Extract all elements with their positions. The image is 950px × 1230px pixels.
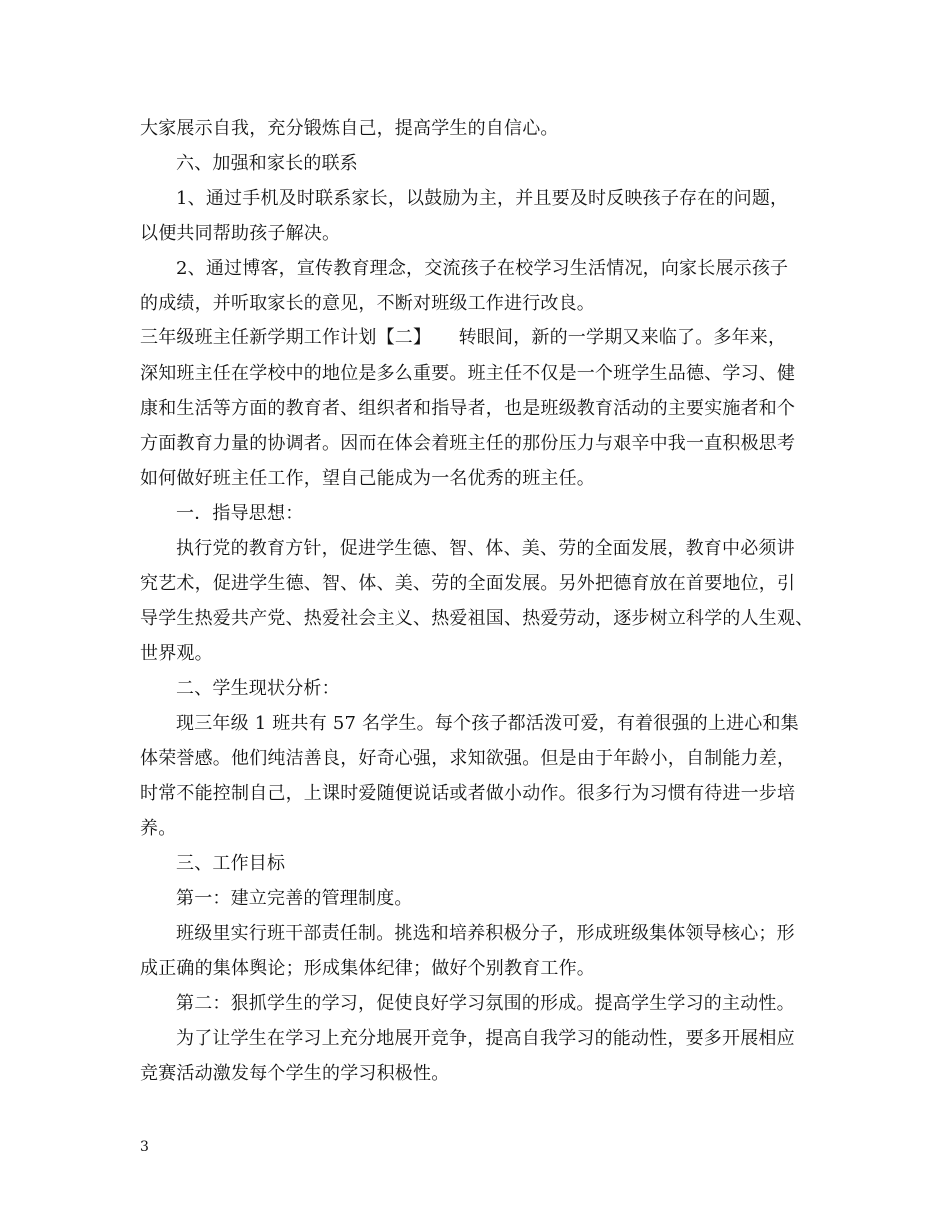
section-heading: 三、工作目标 [176,853,286,874]
paragraph-line: 1、通过手机及时联系家长，以鼓励为主，并且要及时反映孩子存在的问题， [176,188,789,209]
paragraph-line: 三年级班主任新学期工作计划【二】 转眼间，新的一学期又来临了。多年来， [140,327,787,348]
paragraph-line: 大家展示自我，充分锻炼自己，提高学生的自信心。 [140,118,559,139]
paragraph-line: 时常不能控制自己，上课时爱随便说话或者做小动作。很多行为习惯有待进一步培 [140,783,796,804]
paragraph-line: 以便共同帮助孩子解决。 [140,223,341,244]
paragraph-line: 成正确的集体舆论；形成集体纪律；做好个别教育工作。 [140,958,595,979]
paragraph-line: 世界观。 [140,643,213,664]
paragraph-line: 体荣誉感。他们纯洁善良，好奇心强，求知欲强。但是由于年龄小，自制能力差， [140,748,796,769]
paragraph-line: 班级里实行班干部责任制。挑选和培养积极分子，形成班级集体领导核心；形 [176,923,795,944]
section-heading: 六、加强和家长的联系 [176,153,358,174]
paragraph-line: 方面教育力量的协调者。因而在体会着班主任的那份压力与艰辛中我一直积极思考 [140,433,796,454]
page-number: 3 [140,1139,149,1155]
paragraph-line: 执行党的教育方针，促进学生德、智、体、美、劳的全面发展，教育中必须讲 [176,538,795,559]
paragraph-line: 如何做好班主任工作，望自己能成为一名优秀的班主任。 [140,468,595,489]
paragraph-line: 第一：建立完善的管理制度。 [176,888,413,909]
paragraph-line: 为了让学生在学习上充分地展开竞争，提高自我学习的能动性，要多开展相应 [176,1028,795,1049]
section-heading: 一．指导思想： [176,503,304,524]
paragraph-line: 养。 [140,818,177,839]
paragraph-line: 竞赛活动激发每个学生的学习积极性。 [140,1063,450,1084]
paragraph-line: 导学生热爱共产党、热爱社会主义、热爱祖国、热爱劳动，逐步树立科学的人生观、 [140,608,814,629]
paragraph-line: 究艺术，促进学生德、智、体、美、劳的全面发展。另外把德育放在首要地位，引 [140,573,796,594]
paragraph-line: 第二：狠抓学生的学习，促使良好学习氛围的形成。提高学生学习的主动性。 [176,993,795,1014]
paragraph-line: 深知班主任在学校中的地位是多么重要。班主任不仅是一个班学生品德、学习、健 [140,363,796,384]
paragraph-line: 2、通过博客，宣传教育理念，交流孩子在校学习生活情况，向家长展示孩子 [176,258,789,279]
paragraph-line: 现三年级 1 班共有 57 名学生。每个孩子都活泼可爱，有着很强的上进心和集 [176,713,799,734]
section-heading: 二、学生现状分析： [176,678,340,699]
paragraph-line: 康和生活等方面的教育者、组织者和指导者，也是班级教育活动的主要实施者和个 [140,398,796,419]
paragraph-line: 的成绩，并听取家长的意见，不断对班级工作进行改良。 [140,293,595,314]
